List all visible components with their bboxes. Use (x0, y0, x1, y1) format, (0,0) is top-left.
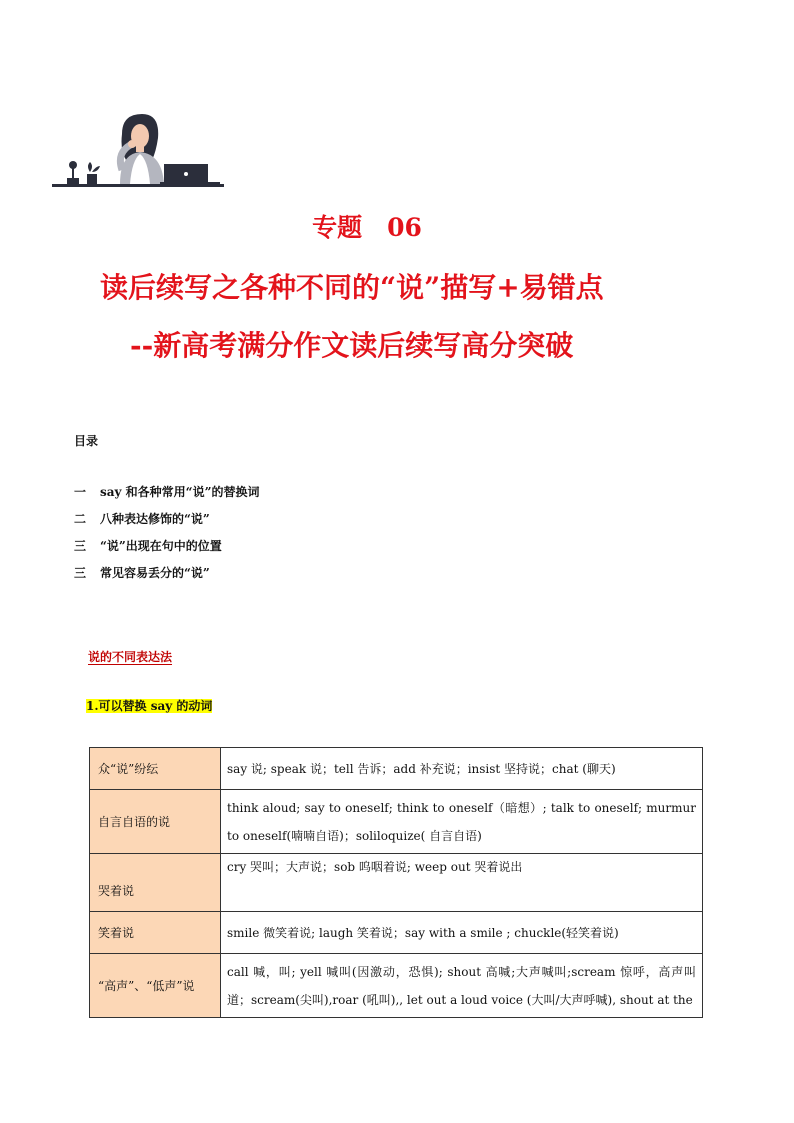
table-row (90, 912, 703, 954)
table-of-contents (74, 484, 260, 592)
toc-item (74, 538, 260, 565)
table-content: cry 哭叫；大声说；sob 呜咽着说; weep out 哭着说出 (221, 854, 703, 912)
toc-item (74, 565, 260, 592)
toc-item (74, 511, 260, 538)
section-title: 说的不同表达法 (88, 650, 173, 664)
table-row (90, 790, 703, 854)
table-row (90, 854, 703, 912)
topic-number: 专题 06 (312, 213, 422, 242)
table-row (90, 748, 703, 790)
table-category: 自言自语的说 (90, 790, 221, 854)
table-content: call 喊，叫; yell 喊叫(因激动，恐惧); shout 高喊;大声喊叫;scream 惊呼，高声叫道；scream(尖叫),roar (吼叫),, let out a loud voice (大叫/大声呼喊), shout at the (221, 954, 703, 1018)
table-content: smile 微笑着说; laugh 笑着说；say with a smile ; chuckle(轻笑着说) (221, 912, 703, 954)
toc-item (74, 484, 260, 511)
table-category: 哭着说 (90, 854, 221, 912)
toc-item-label: “说”出现在句中的位置 (100, 539, 222, 553)
table-content: say 说; speak 说；tell 告诉；add 补充说；insist 坚持说；chat (聊天) (221, 748, 703, 790)
table-content: think aloud; say to oneself; think to oneself（暗想）; talk to oneself; murmur to oneself(喃喃自语)；soliloquize( 自言自语) (221, 790, 703, 854)
woman-at-laptop-illustration (52, 110, 224, 192)
table-category: 众“说”纷纭 (90, 748, 221, 790)
toc-item-number: 一 (74, 485, 87, 499)
toc-item-label: 八种表达修饰的“说” (100, 512, 210, 526)
section-subtitle (86, 697, 212, 714)
toc-item-label: say 和各种常用“说”的替换词 (100, 485, 260, 499)
page-title: 读后续写之各种不同的“说”描写+易错点 (100, 271, 604, 304)
toc-heading: 目录 (74, 434, 99, 448)
say-synonyms-table (89, 747, 703, 1018)
table-category: 笑着说 (90, 912, 221, 954)
toc-item-number: 三 (74, 539, 87, 553)
toc-item-label: 常见容易丢分的“说” (100, 566, 210, 580)
page-subtitle: --新高考满分作文读后续写高分突破 (130, 329, 574, 362)
table-row (90, 954, 703, 1018)
section-subtitle-text: 1.可以替换 say 的动词 (86, 699, 213, 713)
toc-item-number: 二 (74, 512, 87, 526)
table-category: “高声”、“低声”说 (90, 954, 221, 1018)
toc-item-number: 三 (74, 566, 87, 580)
